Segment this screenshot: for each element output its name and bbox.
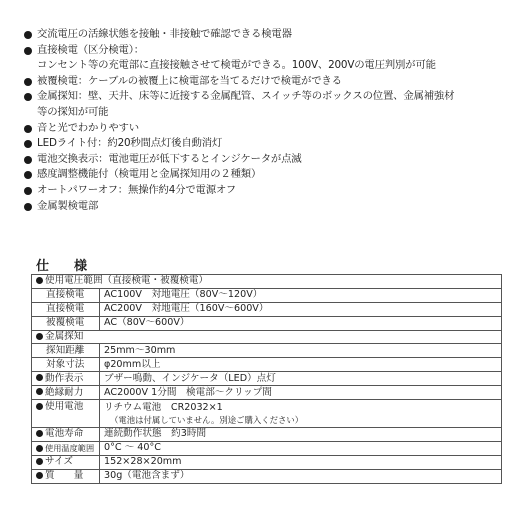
feature-text: 金属製検電部 xyxy=(37,199,99,212)
row-label-text: 使用温度範囲 xyxy=(45,443,95,454)
table-row xyxy=(32,400,502,428)
row-value: AC100V 対地電圧（80V〜120V） xyxy=(100,288,502,302)
table-row xyxy=(32,372,502,386)
bullet-icon xyxy=(36,430,43,437)
bullet-icon xyxy=(36,445,43,452)
feature-text: 電池交換表示：電池電圧が低下するとインジケータが点滅 xyxy=(37,152,302,165)
feature-text: 等の探知が可能 xyxy=(37,105,109,118)
row-label: 探知距離 xyxy=(32,344,100,358)
bullet-icon xyxy=(24,78,32,86)
feature-item xyxy=(24,74,510,90)
row-value: ブザー鳴動、インジケータ（LED）点灯 xyxy=(100,372,502,386)
bullet-icon xyxy=(24,203,32,211)
feature-item xyxy=(24,199,510,215)
feature-item xyxy=(24,121,510,137)
battery-value: リチウム電池 CR2032×1 xyxy=(104,401,223,413)
bullet-icon xyxy=(36,472,43,479)
row-label-text: サイズ xyxy=(45,456,74,468)
section-header-label: 金属探知 xyxy=(45,331,84,342)
bullet-icon xyxy=(36,374,43,381)
bullet-icon xyxy=(36,403,43,410)
feature-item xyxy=(24,136,510,152)
spec-table xyxy=(31,274,502,484)
row-label: 対象寸法 xyxy=(32,358,100,372)
row-value: φ20mm以上 xyxy=(100,358,502,372)
feature-text: 音と光でわかりやすい xyxy=(37,121,139,134)
battery-note: （電池は付属していません。別途ご購入ください） xyxy=(110,414,304,425)
row-value xyxy=(100,400,502,428)
row-label-text: 動作表示 xyxy=(45,372,84,384)
row-label xyxy=(32,441,100,455)
row-value: 25mm〜30mm xyxy=(100,344,502,358)
row-label-text: 電池寿命 xyxy=(45,428,84,440)
row-value: AC（80V〜600V） xyxy=(100,316,502,330)
bullet-icon xyxy=(24,140,32,148)
bullet-icon xyxy=(36,388,43,395)
section-header xyxy=(32,330,502,344)
row-label xyxy=(32,428,100,442)
bullet-icon xyxy=(24,171,32,179)
section-header-label: 使用電圧範囲（直接検電・被覆検電） xyxy=(45,275,209,287)
table-row xyxy=(32,358,502,372)
feature-text: 被覆検電：ケーブルの被覆上に検電部を当てるだけで検電ができる xyxy=(37,74,342,87)
feature-item xyxy=(24,183,510,199)
feature-text: LEDライト付：約20秒間点灯後自動消灯 xyxy=(37,137,223,150)
feature-item xyxy=(24,152,510,168)
row-value: AC200V 対地電圧（160V〜600V） xyxy=(100,302,502,316)
row-value: 30g（電池含まず） xyxy=(100,469,502,483)
table-row xyxy=(32,330,502,344)
table-row xyxy=(32,428,502,442)
bullet-icon xyxy=(24,125,32,133)
bullet-icon xyxy=(24,47,32,55)
row-label-text: 質 量 xyxy=(45,470,84,482)
feature-text: 直接検電（区分検電）： xyxy=(37,43,144,56)
table-row xyxy=(32,288,502,302)
table-row xyxy=(32,441,502,455)
feature-text: オートパワーオフ：無操作約4分で電源オフ xyxy=(37,183,236,196)
row-value: 連続動作状態 約3時間 xyxy=(100,428,502,442)
feature-item xyxy=(24,43,510,74)
bullet-icon xyxy=(36,458,43,465)
row-label: 被覆検電 xyxy=(32,316,100,330)
bullet-icon xyxy=(36,333,43,340)
row-label xyxy=(32,400,100,428)
row-label: 直接検電 xyxy=(32,288,100,302)
feature-text: 金属探知：壁、天井、床等に近接する金属配管、スイッチ等のボックスの位置、金属補強材 xyxy=(37,90,455,103)
table-row xyxy=(32,455,502,469)
feature-item xyxy=(24,89,510,120)
bullet-icon xyxy=(24,187,32,195)
row-label xyxy=(32,372,100,386)
table-row xyxy=(32,302,502,316)
table-row xyxy=(32,344,502,358)
bullet-icon xyxy=(24,31,32,39)
feature-item xyxy=(24,167,510,183)
spec-title: 仕 様 xyxy=(36,259,94,274)
table-row xyxy=(32,275,502,289)
row-label-text: 使用電池 xyxy=(45,401,84,413)
row-label: 直接検電 xyxy=(32,302,100,316)
feature-list xyxy=(24,27,510,214)
feature-text: コンセント等の充電部に直接接触させて検電ができる。100V、200Vの電圧判別が可能 xyxy=(37,59,436,72)
feature-item xyxy=(24,27,510,43)
feature-text: 感度調整機能付（検電用と金属探知用の２種類） xyxy=(37,168,262,181)
table-row xyxy=(32,316,502,330)
row-label-text: 絶縁耐力 xyxy=(45,386,84,398)
feature-text: 交流電圧の活線状態を接触・非接触で確認できる検電器 xyxy=(37,28,292,40)
row-label xyxy=(32,455,100,469)
table-row xyxy=(32,386,502,400)
section-header xyxy=(32,275,502,289)
bullet-icon xyxy=(36,277,43,284)
bullet-icon xyxy=(24,156,32,164)
row-label xyxy=(32,469,100,483)
row-value: 152×28×20mm xyxy=(100,455,502,469)
row-label xyxy=(32,386,100,400)
row-value: 0°C 〜 40°C xyxy=(100,441,502,455)
row-value: AC2000V 1分間 検電部〜クリップ間 xyxy=(100,386,502,400)
bullet-icon xyxy=(24,93,32,101)
table-row xyxy=(32,469,502,483)
